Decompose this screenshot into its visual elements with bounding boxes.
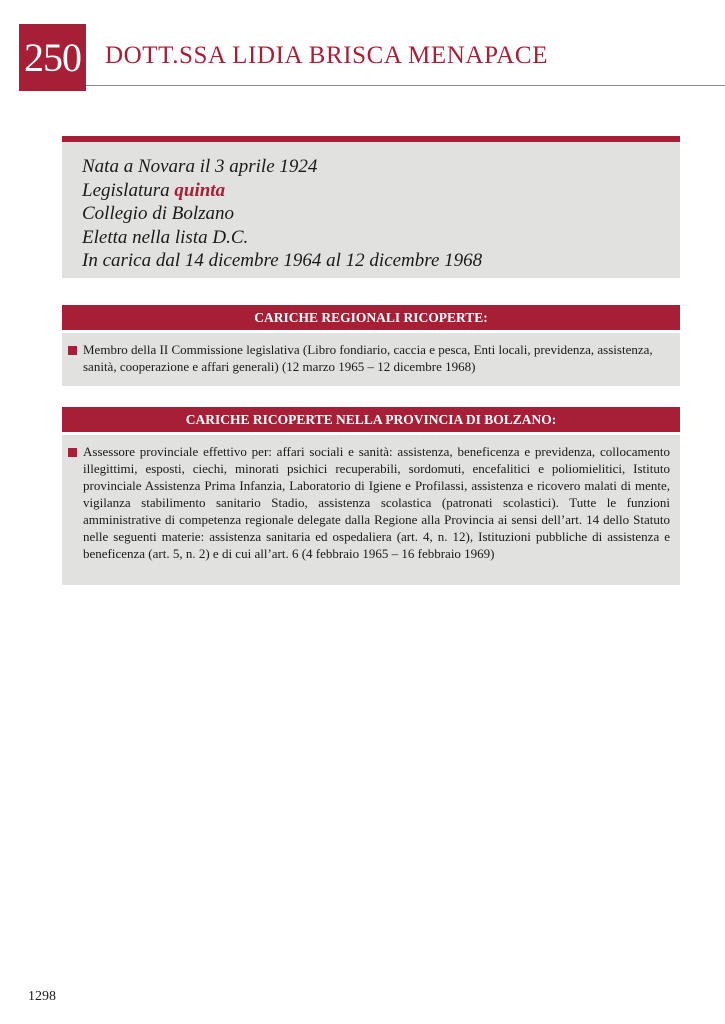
provincial-section-heading: CARICHE RICOPERTE NELLA PROVINCIA DI BOLZANO: [62,407,680,432]
regional-section-heading: CARICHE REGIONALI RICOPERTE: [62,305,680,330]
term-info: In carica dal 14 dicembre 1964 al 12 dicembre 1968 [82,250,483,271]
square-bullet-icon [68,346,77,355]
regional-item-text: Membro della II Commissione legislativa (Libro fondiario, caccia e pesca, Enti locali, previdenza, assistenza, sanità, cooperazione e affari generali) (12 marzo 1965 – 12 dicembre 1968) [83,342,653,374]
legislature-info [82,179,680,203]
biography-panel [62,136,680,278]
list-info: Eletta nella lista D.C. [82,226,249,248]
list-item [83,341,670,375]
college-info: Collegio di Bolzano [82,203,234,224]
regional-section-body [62,333,680,386]
header-divider [86,85,725,86]
square-bullet-icon [68,448,77,457]
provincial-section-body [62,435,680,585]
page-number: 1298 [28,989,56,1004]
entry-number-badge: 250 [19,24,86,91]
legislature-label: Legislatura [82,179,175,201]
list-item [83,443,670,562]
page-title: DOTT.SSA LIDIA BRISCA MENAPACE [105,42,549,69]
birth-info: Nata a Novara il 3 aprile 1924 [82,156,318,177]
provincial-item-text: Assessore provinciale effettivo per: affari sociali e sanità: assistenza, beneficenza e previdenza, collocamento illegittimi, esposti, ciechi, minorati psichici recuperabili, sordomuti, encefalitici e poliomielitici, Istituto provinciale Assistenza Prima Infanzia, Laboratorio di Igiene e Profilassi, assistenza e ricovero malati di mente, vigilanza stabilimento sanitario Stadio, assistenza scolastica (patronati scolastici). Tutte le funzioni amministrative di competenza regionale delegate dalla Regione alla Provincia ai sensi dell’art. 14 dello Statuto nelle seguenti materie: assistenza sanitaria ed ospedaliera (art. 4, n. 12), Istituzioni pubbliche di assistenza e beneficenza (art. 5, n. 2) e di cui all’art. 6 (4 febbraio 1965 – 16 febbraio 1969) [83,444,670,561]
legislature-value: quinta [174,179,226,201]
